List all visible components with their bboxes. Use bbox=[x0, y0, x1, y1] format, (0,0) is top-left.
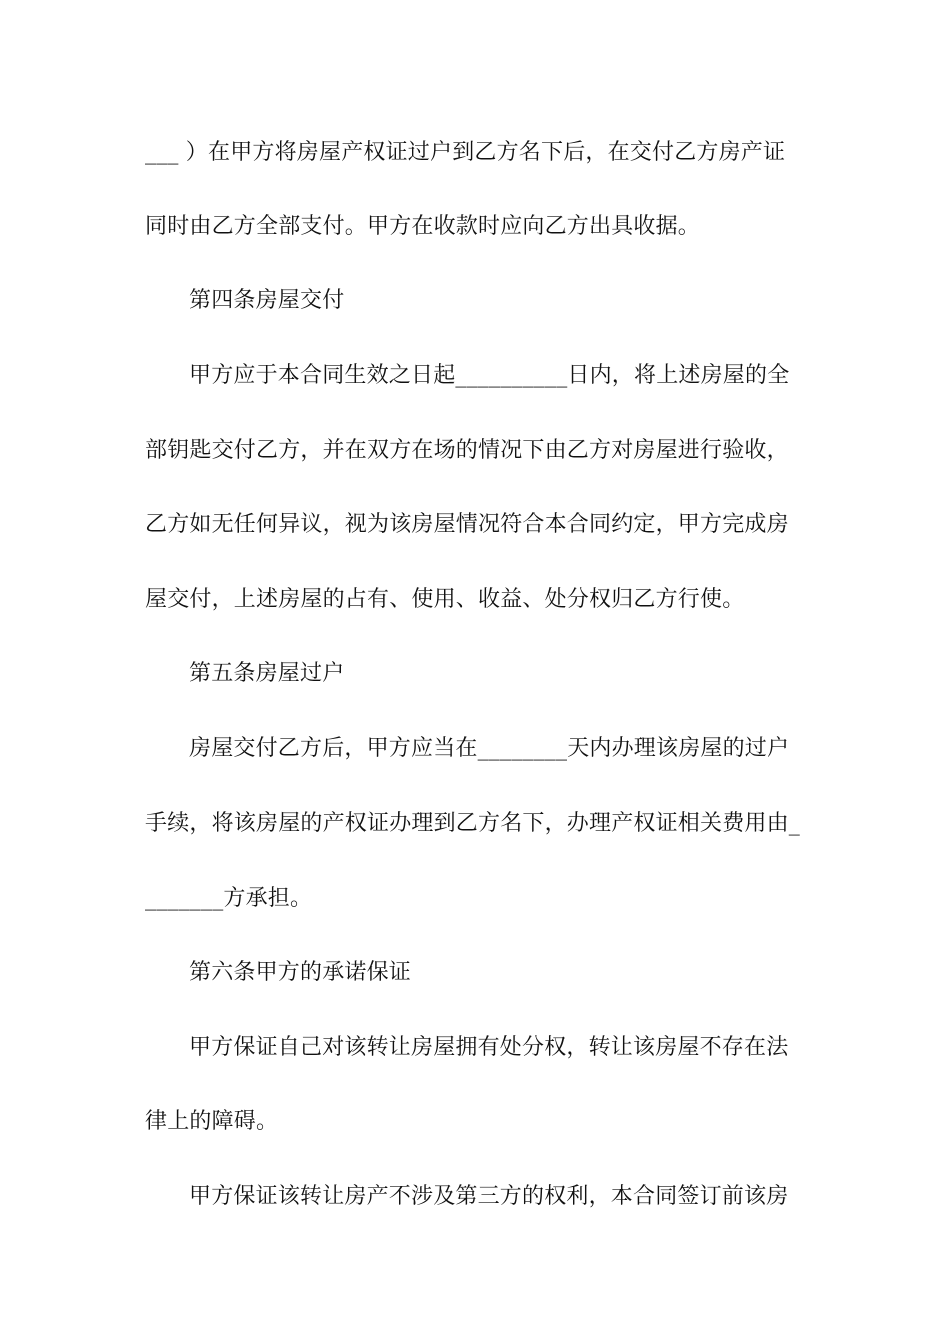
section-heading: 第四条房屋交付 bbox=[189, 288, 345, 313]
text-line: 甲方保证自己对该转让房屋拥有处分权，转让该房屋不存在法 bbox=[189, 1035, 789, 1060]
text-line: 手续，将该房屋的产权证办理到乙方名下，办理产权证相关费用由_ bbox=[145, 811, 801, 836]
section-heading: 第六条甲方的承诺保证 bbox=[189, 960, 412, 985]
text-line: 同时由乙方全部支付。甲方在收款时应向乙方出具收据。 bbox=[145, 214, 701, 239]
text-line: 部钥匙交付乙方，并在双方在场的情况下由乙方对房屋进行验收， bbox=[145, 438, 789, 463]
text-line: 乙方如无任何异议，视为该房屋情况符合本合同约定，甲方完成房 bbox=[145, 512, 789, 537]
text-line: _______方承担。 bbox=[145, 886, 313, 911]
text-line: 甲方应于本合同生效之日起__________日内，将上述房屋的全 bbox=[189, 363, 790, 388]
section-heading: 第五条房屋过户 bbox=[189, 661, 345, 686]
text-line: 房屋交付乙方后，甲方应当在________天内办理该房屋的过户 bbox=[189, 736, 790, 761]
text-line: 甲方保证该转让房产不涉及第三方的权利，本合同签订前该房 bbox=[189, 1184, 789, 1209]
text-line: 屋交付，上述房屋的占有、使用、收益、处分权归乙方行使。 bbox=[145, 587, 745, 612]
text-line: ___ ）在甲方将房屋产权证过户到乙方名下后，在交付乙方房产证 bbox=[145, 140, 786, 165]
text-line: 律上的障碍。 bbox=[145, 1109, 279, 1134]
